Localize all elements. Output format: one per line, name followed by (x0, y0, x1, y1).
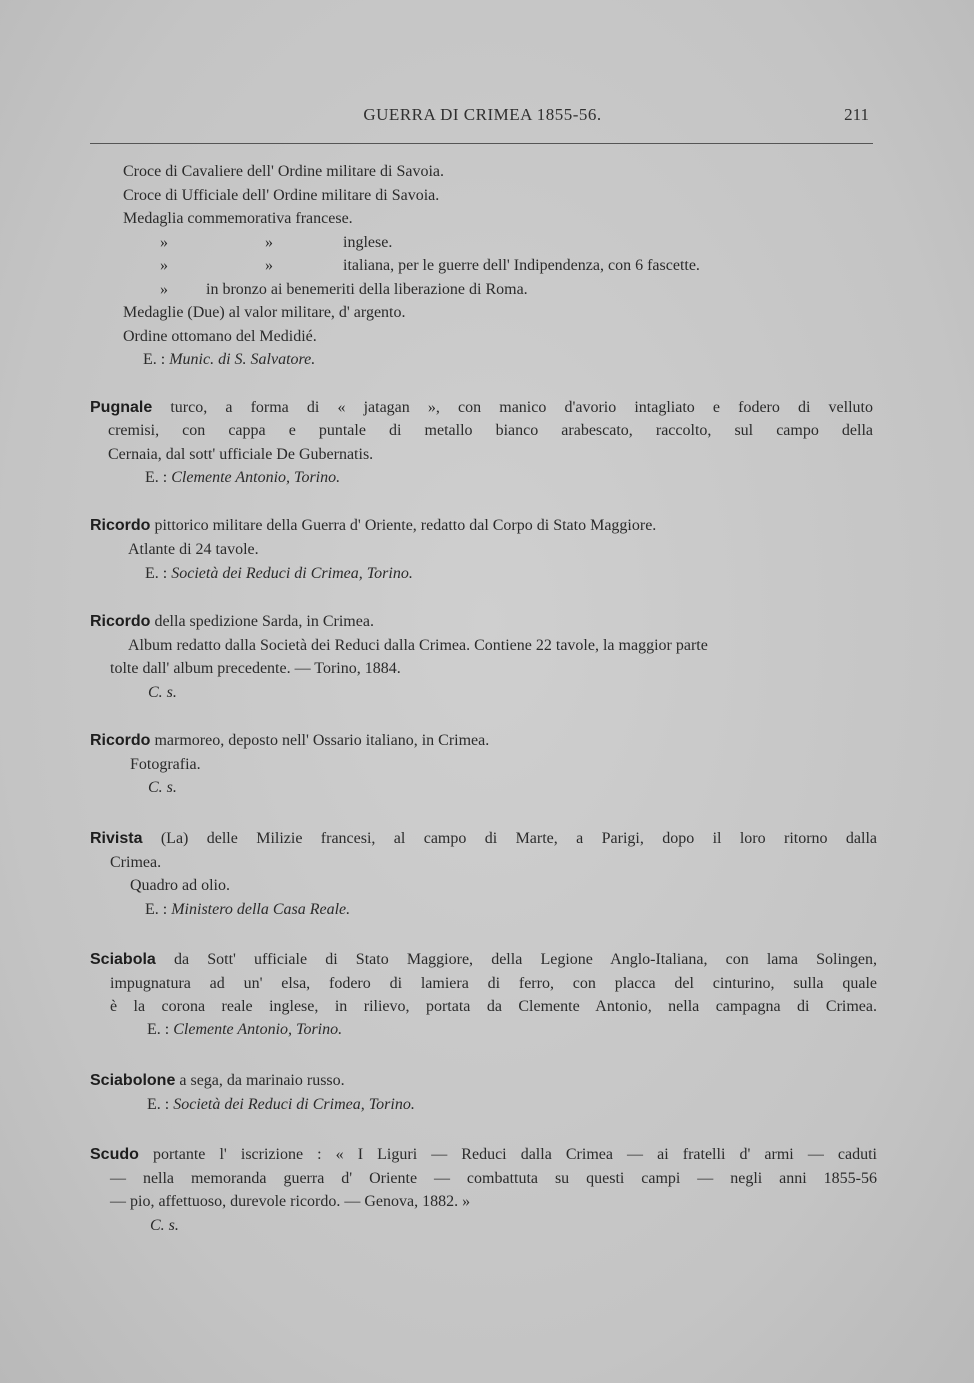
header-rule (90, 143, 873, 144)
text-line: Croce di Ufficiale dell' Ordine militare di Savoia. (123, 187, 440, 204)
exhibitor-prefix: E. : (145, 565, 168, 582)
exhibitor-name: Società dei Reduci di Crimea, Torino. (171, 565, 413, 582)
exhibitor-line (143, 350, 315, 370)
text-line: inglese. (343, 234, 393, 251)
text-line: Ordine ottomano del Medidié. (123, 328, 317, 345)
text-line: Fotografia. (130, 756, 201, 773)
entry-text: (La) delle Milizie francesi, al campo di Marte, a Parigi, dopo il loro ritorno dalla (160, 830, 878, 847)
text-line: in bronzo ai benemeriti della liberazione di Roma. (206, 281, 528, 298)
entry-heading: Scudo (90, 1146, 139, 1163)
text-line: — nella memoranda guerra d' Oriente — combattuta su questi campi — negli anni 1855-56 (110, 1170, 877, 1187)
ditto-mark: » (265, 257, 273, 274)
exhibitor-line (145, 468, 340, 488)
exhibitor-prefix: E. : (147, 1096, 170, 1113)
exhibitor-prefix: E. : (143, 351, 166, 368)
exhibitor-line (147, 1020, 342, 1040)
text-line: impugnatura ad un' elsa, fodero di lamiera di ferro, con placca del cinturino, sulla quale (110, 975, 877, 992)
exhibitor-prefix: E. : (145, 469, 168, 486)
entry-heading: Ricordo (90, 732, 151, 749)
exhibitor-name: Clemente Antonio, Torino. (171, 469, 341, 486)
exhibitor-name: Ministero della Casa Reale. (171, 901, 351, 918)
exhibitor-line (145, 900, 350, 920)
ditto-mark: » (160, 281, 168, 298)
text-line: Crimea. (110, 854, 162, 871)
entry-first-line (90, 1145, 877, 1165)
entry-text: a sega, da marinaio russo. (179, 1072, 345, 1089)
entry-heading: Sciabolone (90, 1072, 176, 1089)
entry-text: da Sott' ufficiale di Stato Maggiore, della Legione Anglo-Italiana, con lama Solingen, (173, 951, 877, 968)
exhibitor-line (145, 564, 413, 584)
exhibitor-prefix: E. : (145, 901, 168, 918)
entry-heading: Rivista (90, 830, 143, 847)
text-line: italiana, per le guerre dell' Indipendenza, con 6 fascette. (343, 257, 700, 274)
text-line: Croce di Cavaliere dell' Ordine militare di Savoia. (123, 163, 444, 180)
exhibitor-name: Società dei Reduci di Crimea, Torino. (173, 1096, 415, 1113)
entry-text: marmoreo, deposto nell' Ossario italiano, in Crimea. (154, 732, 490, 749)
page-header (90, 105, 875, 135)
ref-note: C. s. (148, 779, 177, 796)
text-line: Album redatto dalla Società dei Reduci dalla Crimea. Contiene 22 tavole, la maggior parte (128, 637, 708, 654)
text-line: Atlante di 24 tavole. (128, 541, 259, 558)
text-line: cremisi, con cappa e puntale di metallo bianco arabescato, raccolto, sul campo della (108, 422, 873, 439)
entry-text: turco, a forma di « jatagan », con manico d'avorio intagliato e fodero di velluto (170, 399, 873, 416)
ditto-mark: » (160, 257, 168, 274)
running-title: GUERRA DI CRIMEA 1855-56. (363, 105, 602, 124)
entry-first-line (90, 398, 873, 418)
entry-first-line (90, 950, 877, 970)
ditto-mark: » (160, 234, 168, 251)
entry-first-line (90, 612, 374, 632)
entry-heading: Sciabola (90, 951, 156, 968)
text-line: Medaglie (Due) al valor militare, d' argento. (123, 304, 406, 321)
entry-heading: Ricordo (90, 613, 151, 630)
text-line: è la corona reale inglese, in rilievo, portata da Clemente Antonio, nella campagna di Crimea. (110, 998, 877, 1015)
text-line: Medaglia commemorativa francese. (123, 210, 353, 227)
text-line: — pio, affettuoso, durevole ricordo. — Genova, 1882. » (110, 1193, 471, 1210)
entry-text: pittorico militare della Guerra d' Oriente, redatto dal Corpo di Stato Maggiore. (154, 517, 657, 534)
entry-first-line (90, 731, 489, 751)
entry-heading: Ricordo (90, 517, 151, 534)
entry-text: portante l' iscrizione : « I Liguri — Reduci dalla Crimea — ai fratelli d' armi — caduti (152, 1146, 877, 1163)
text-line: tolte dall' album precedente. — Torino, 1884. (110, 660, 401, 677)
ref-note: C. s. (150, 1217, 179, 1234)
exhibitor-name: Clemente Antonio, Torino. (173, 1021, 343, 1038)
ref-note: C. s. (148, 684, 177, 701)
text-line: Quadro ad olio. (130, 877, 230, 894)
entry-first-line (90, 516, 656, 536)
page-number: 211 (844, 105, 869, 124)
exhibitor-prefix: E. : (147, 1021, 170, 1038)
exhibitor-name: Munic. di S. Salvatore. (169, 351, 316, 368)
exhibitor-line (147, 1095, 415, 1115)
entry-heading: Pugnale (90, 399, 153, 416)
entry-first-line (90, 1071, 345, 1091)
ditto-mark: » (265, 234, 273, 251)
text-line: Cernaia, dal sott' ufficiale De Gubernatis. (108, 446, 374, 463)
entry-text: della spedizione Sarda, in Crimea. (154, 613, 374, 630)
entry-first-line (90, 829, 877, 849)
